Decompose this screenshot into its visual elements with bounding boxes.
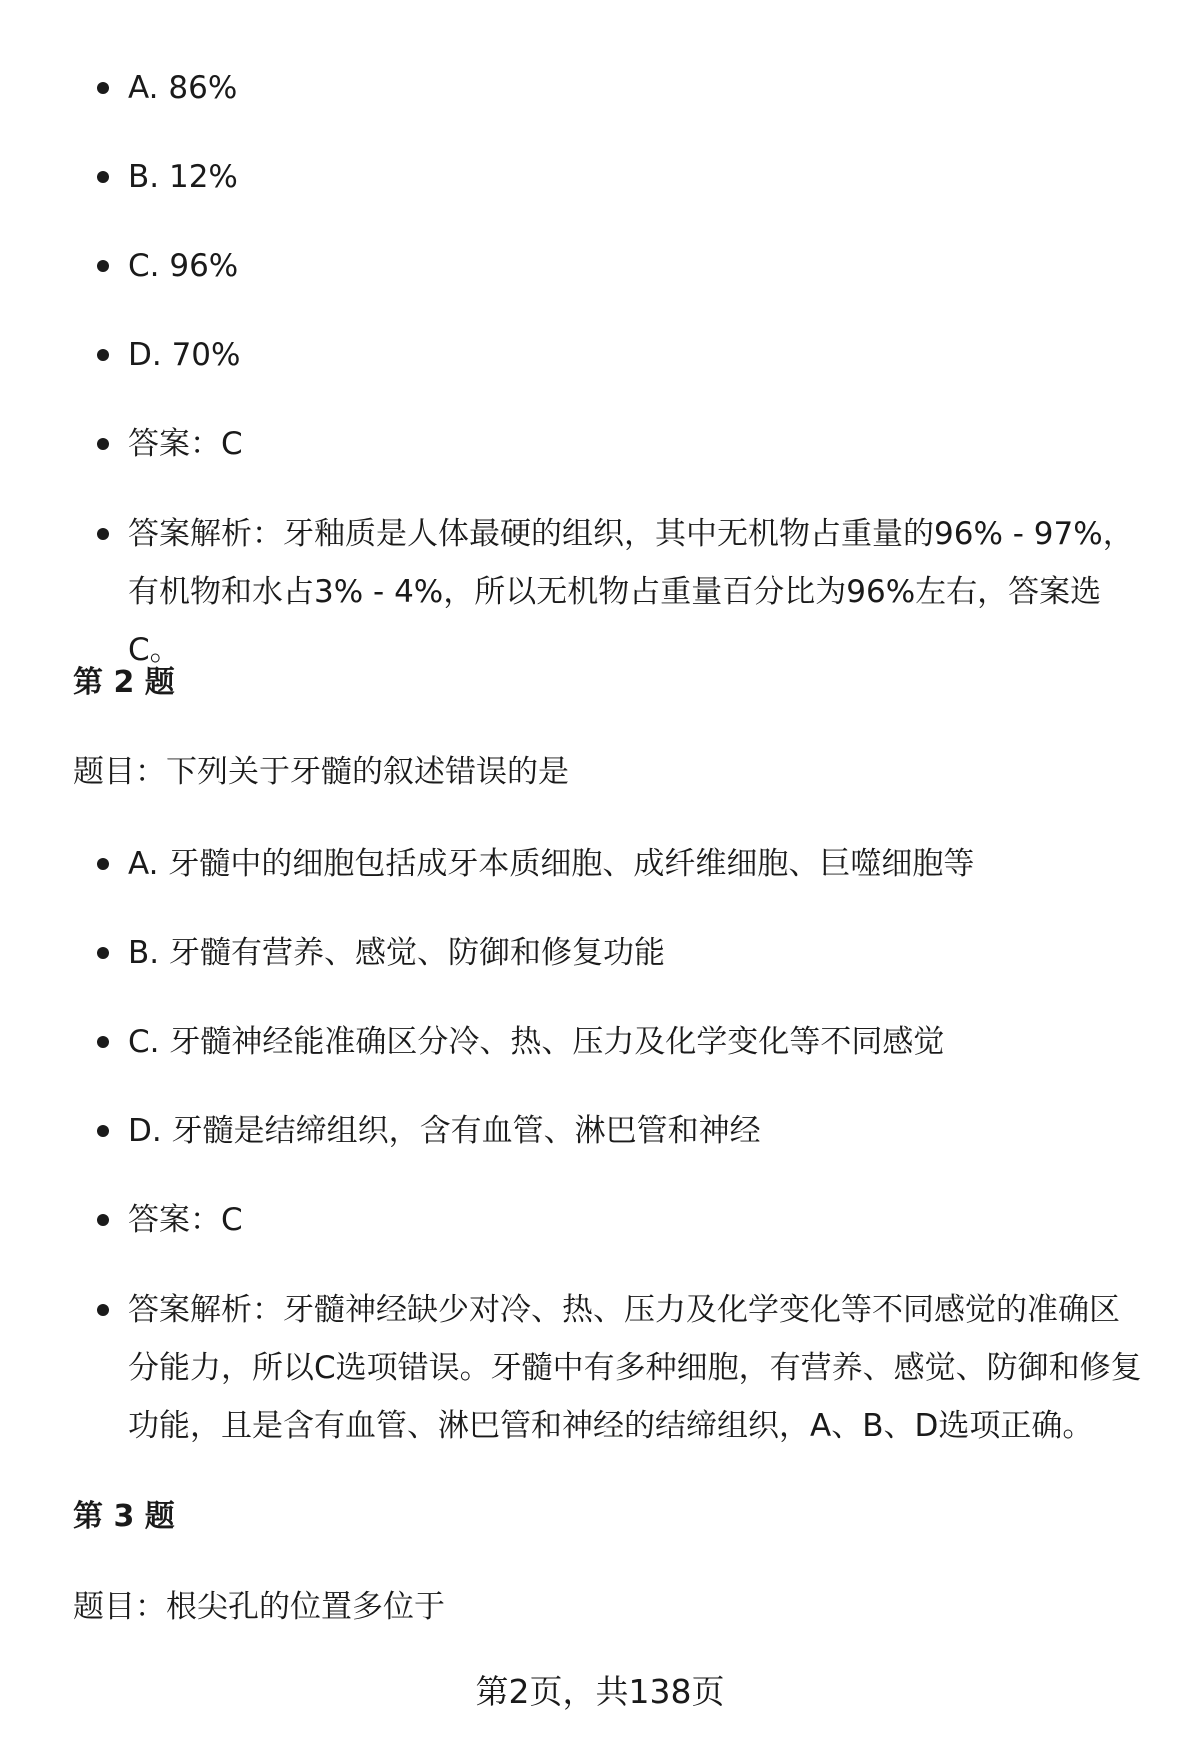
list-bullet: [97, 1125, 109, 1137]
list-bullet: [97, 349, 109, 361]
list-bullet: [97, 528, 109, 540]
q2-analysis: 答案解析：牙髓神经缺少对冷、热、压力及化学变化等不同感觉的准确区分能力，所以C选项错误。牙髓中有多种细胞，有营养、感觉、防御和修复功能，且是含有血管、淋巴管和神经的结缔组织，A、B、D选项正确。: [128, 1292, 1142, 1444]
question-text: 题目：下列关于牙髓的叙述错误的是: [73, 754, 569, 790]
q1-option-b: B. 12%: [128, 159, 238, 195]
page-number: 第2页，共138页: [475, 1672, 725, 1711]
q2-answer: 答案：C: [128, 1202, 243, 1238]
list-bullet: [97, 82, 109, 94]
q1-answer: 答案：C: [128, 426, 243, 462]
q2-option-c: C. 牙髓神经能准确区分冷、热、压力及化学变化等不同感觉: [128, 1024, 945, 1060]
q2-option-b: B. 牙髓有营养、感觉、防御和修复功能: [128, 935, 665, 971]
q1-option-c: C. 96%: [128, 248, 239, 284]
q1-option-d: D. 70%: [128, 337, 241, 373]
list-bullet: [97, 1214, 109, 1226]
list-bullet: [97, 947, 109, 959]
list-bullet: [97, 438, 109, 450]
q1-option-a: A. 86%: [128, 70, 238, 106]
question-text: 题目：根尖孔的位置多位于: [73, 1589, 445, 1625]
question-heading: 第 2 题: [73, 665, 175, 700]
q1-analysis: 答案解析：牙釉质是人体最硬的组织，其中无机物占重量的96% - 97%，有机物和水占3% - 4%，所以无机物占重量百分比为96%左右，答案选C。: [128, 516, 1134, 668]
q2-option-d: D. 牙髓是结缔组织，含有血管、淋巴管和神经: [128, 1113, 761, 1149]
list-bullet: [97, 260, 109, 272]
list-bullet: [97, 171, 109, 183]
list-bullet: [97, 858, 109, 870]
list-bullet: [97, 1304, 109, 1316]
question-heading: 第 3 题: [73, 1499, 175, 1534]
q2-option-a: A. 牙髓中的细胞包括成牙本质细胞、成纤维细胞、巨噬细胞等: [128, 846, 975, 882]
list-bullet: [97, 1036, 109, 1048]
